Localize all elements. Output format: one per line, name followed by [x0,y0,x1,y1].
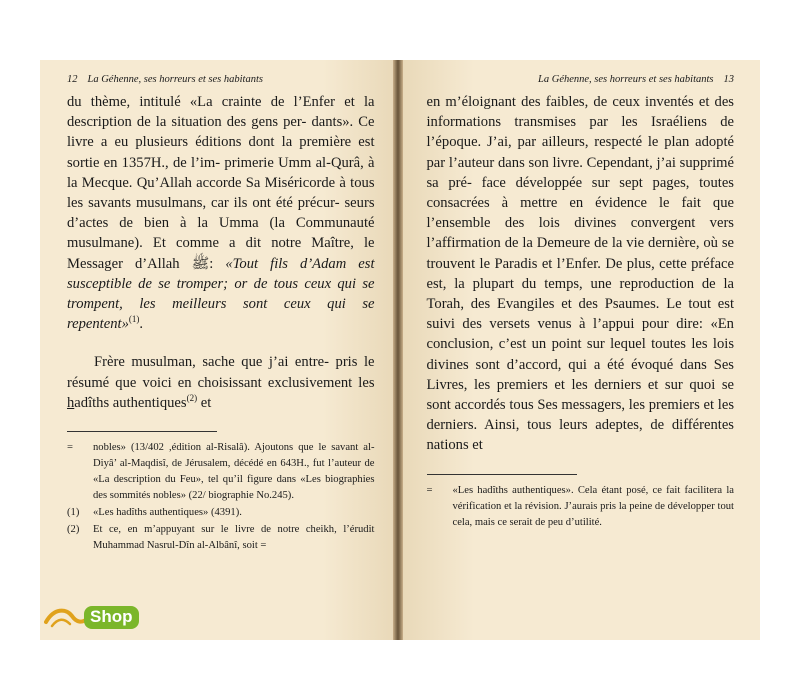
footnote-ref-2: (2) [186,392,198,403]
text-line: l’ensemble des lois divines convergent vers [426,215,734,232]
footnote-ref-1: (1) [128,314,140,325]
footnote-mark: = [67,442,73,454]
book-gutter [393,60,403,640]
text-line: en m’éloignant des faibles, de ceux inventés [426,94,694,110]
text-line: Frère musulman, sache que j’ai entre- [94,354,329,371]
text-line: pris le résumé que voici en choisissant [67,354,375,391]
footnote-mark: (2) [67,524,80,536]
footnote-text [453,483,735,531]
text-line: Israéliens de l’époque. J’ai, par ailleurs, [426,114,734,151]
note-line: peu d’utilité. [547,516,602,528]
underlined-letter: h [67,394,75,411]
text-line: . [139,316,144,333]
text-line: Qu’Allah accorde Sa Miséricorde à tous les [67,174,375,212]
shop-logo-text: Shop [84,606,139,629]
text-line: conclusion, c’est un point sur lequel toutes [426,336,686,353]
note-line: en 643H., fut l’auteur de «La description du Feu», [93,458,375,486]
text-line: Evangiles et des Psaumes. Le tout est suivi [426,296,734,333]
paragraph-2 [67,352,375,413]
book-spread [40,60,760,640]
note-line: nobles» (22/ biographie No.245). [153,490,294,502]
footnote-text: «Les hadîths authentiques» (4391). [93,507,242,519]
text-line: temps, une reproduction de la Torah, des [426,275,734,313]
text-line: son livre. Cependant, j’ai supprimé sa pré- [426,154,734,191]
left-running-head [67,68,375,92]
quote-text: de tous ceux qui se trompent, les meilleurs [67,275,375,313]
text-line: des versets venus à l’appui pour dire: «En [462,316,734,333]
paragraph-3 [427,92,735,456]
text-line: adîths authentiques [74,394,187,411]
footnote-2 [67,522,375,554]
text-line: De plus, cette préface est, la plupart du [426,255,735,292]
right-running-head [427,68,735,92]
text-line: dernière, où se trouvent le Paradis et l’Enfer. [426,235,735,272]
text-line: messagers, les premiers et les derniers. Ainsi, [426,397,734,434]
note-line: le savant al-Diyâ’ al-Maqdisî, de Jérusalem, décédé [93,442,375,470]
text-line: et [197,394,212,411]
text-line: les lois divines sont d’accord, qui a été [426,336,734,373]
note-line: Et ce, en m’appuyant sur le livre de notre cheikh, [93,524,337,536]
text-line: Communauté musulmane). Et comme a dit [67,215,375,252]
text-line: consacrées à mettre en évidence le fait que [426,195,734,212]
text-line: évoqué dans Ses Livres, les premiers et les [426,356,734,393]
right-page [403,60,761,640]
note-line: nobles» (13/402 ,édition al-Risalâ). Ajoutons que [93,442,314,454]
right-page-number: 13 [723,74,734,85]
left-body-text [67,92,375,413]
text-line: seurs d’actes de bien à la Umma (la [67,195,375,232]
text-line: savants musulmans, car ils ont été précur- [88,195,340,212]
footnote-continuation [427,483,735,531]
text-line: tous leurs adeptes, de différentes nations et [426,417,734,454]
footnote-1 [67,505,375,521]
footnote-rule [427,474,577,475]
text-line: respecté le plan adopté par l’auteur dans [426,134,734,171]
right-footnotes [427,483,735,531]
right-body-text [427,92,735,456]
text-line: notre Maître, le Messager d’Allah ﷺ: [67,235,375,272]
text-line: dants». Ce livre a eu plusieurs éditions dont [67,114,375,151]
text-line: derniers et sur quoi se sont accordés tous Ses [426,376,734,414]
text-line: description de la situation des gens per- [67,114,307,131]
footnote-mark: = [426,484,433,496]
footnote-text [93,522,375,554]
shop-watermark-logo [44,604,139,630]
quote-text: fils d’Adam est susceptible de se tromper; or [67,255,375,292]
left-running-title: La Géhenne, ses horreurs et ses habitants [87,74,263,85]
left-footnotes [67,440,375,554]
quote-text: «Tout [225,255,259,272]
note-line: l’érudit Muhammad Nasrul-Dîn al-Albânî, soit = [93,524,375,552]
text-line: et des informations transmises par les [426,94,734,131]
paragraph-1 [67,92,375,334]
footnote-mark: (1) [67,507,80,519]
left-page [40,60,393,640]
quote-text: sont ceux qui se repentent» [67,296,375,333]
note-line: «Les hadîths authentiques». Cela étant posé, ce fait [452,484,681,496]
text-line: primerie Umm al-Qurâ, à la Mecque. [67,154,375,191]
left-page-number: 12 [67,74,78,85]
footnote-text [93,440,375,504]
footnote-continuation [67,440,375,504]
text-line: l’affirmation de la Demeure de la vie [426,235,645,252]
note-line: facilitera la vérification et la révision. J’aurais pris [452,484,734,512]
note-line: tel qu’il figure dans «Les biographies des sommités [93,474,375,502]
note-line: la peine de développer tout cela, mais ce serait de [452,500,734,528]
text-line: face développée sur sept pages, toutes [481,174,734,191]
footnote-rule [67,431,217,432]
right-running-title: La Géhenne, ses horreurs et ses habitants [538,74,714,85]
text-line: exclusivement les [267,374,375,391]
text-line: la première est sortie en 1357H., de l’im- [67,134,375,171]
text-line: du thème, intitulé «La crainte de l’Enfer et la [67,94,375,110]
